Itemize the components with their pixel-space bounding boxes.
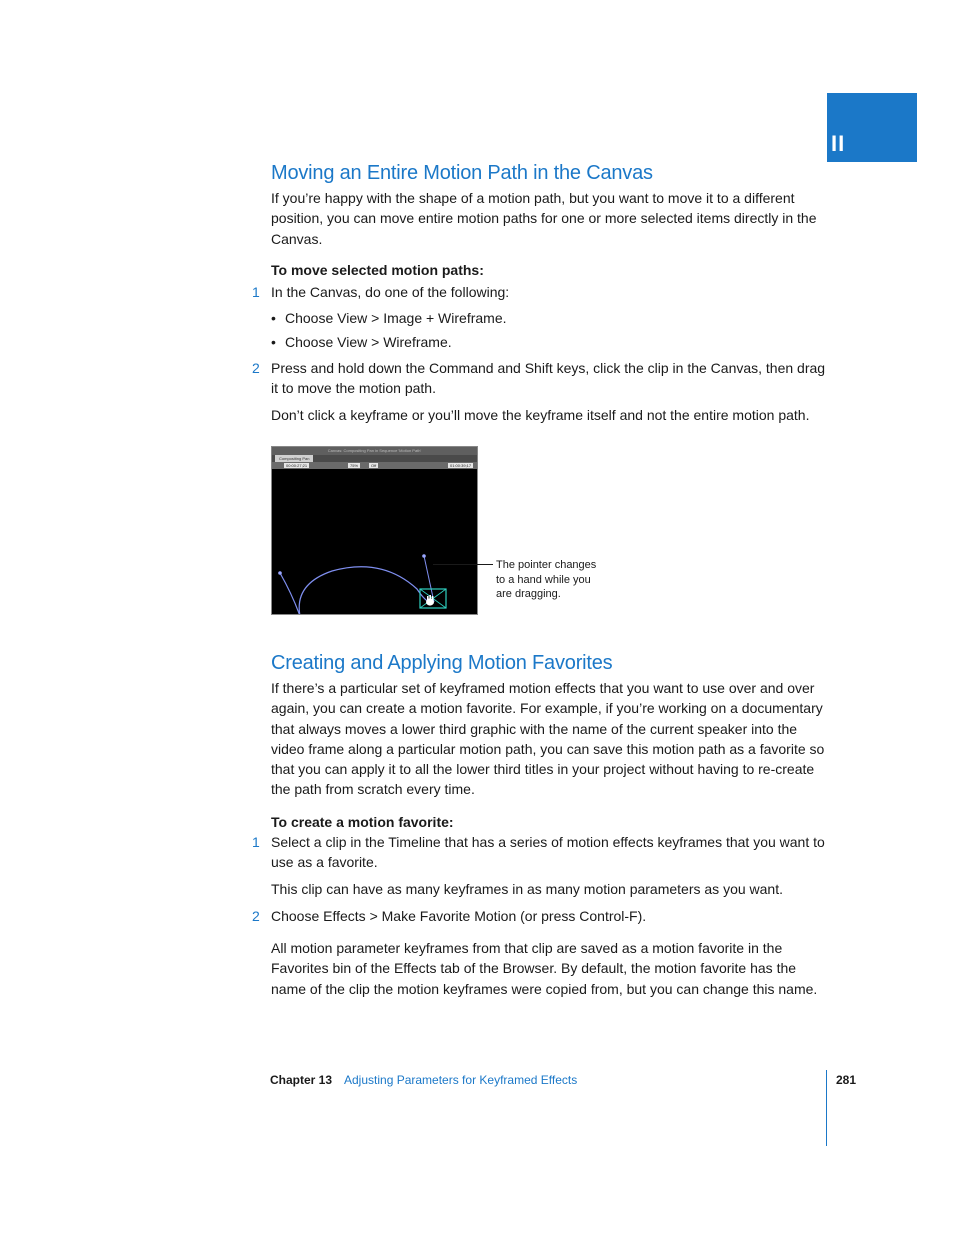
step-note: This clip can have as many keyframes in as many motion parameters as you want. [271,881,783,897]
motion-path-curve [299,567,432,615]
section-heading-motion-favorites: Creating and Applying Motion Favorites [271,652,613,674]
bullet-text: Choose View > Image + Wireframe. [285,310,507,326]
canvas-tab-bar [272,455,477,462]
section-heading-moving-motion-path: Moving an Entire Motion Path in the Canvas [271,162,653,184]
section2-intro: If there’s a particular set of keyframed motion effects that you want to use over and over again, you can create a motion favorite. For example, if you’re working on a documentary that always moves a lower third graphic with the name of the current speaker into the video frame along a particular motion path, you can save this motion path as a favorite so that you can apply it to all the lower third titles in your project without having to re-create the path from scratch every time. [271,680,825,798]
keyframe-point [278,571,282,575]
footer-chapter: Chapter 13 [270,1073,333,1087]
procedure-title-favorite: To create a motion favorite: [271,814,454,830]
keyframe-point [422,554,426,558]
footer-chapter-title: Adjusting Parameters for Keyframed Effects [344,1073,578,1087]
bullet-item: • Choose View > Wireframe. [271,334,452,350]
step-number: 1 [252,834,260,850]
canvas-screenshot [271,446,478,615]
zoom-popup: 75% [350,463,359,468]
procedure-title-move: To move selected motion paths: [271,262,484,278]
step-note: Don’t click a keyframe or you’ll move the keyframe itself and not the entire motion path. [271,407,810,423]
bullet-text: Choose View > Wireframe. [285,334,452,350]
canvas-tab: Compositing Pan [275,455,313,462]
motion-path-drawing [272,469,477,615]
section2-outro: All motion parameter keyframes from that clip are saved as a motion favorite in the Favorites bin of the Effects tab of the Browser. By default, the motion favorite has the name of the clip the motion keyframes were copied from, but you can change this name. [271,940,818,997]
footer-divider [826,1070,827,1146]
figure-callout: The pointer changes to a hand while you are dragging. [496,559,597,600]
step-number: 2 [252,360,260,376]
step-text: Select a clip in the Timeline that has a series of motion effects keyframes that you want to use as a favorite. [271,834,825,871]
view-popup: Off [371,463,377,468]
step-number: 2 [252,908,260,924]
section1-intro: If you’re happy with the shape of a motion path, but you want to move it to a different position, you can move entire motion paths for one or more selected items directly in the Canvas. [271,190,817,247]
step-number: 1 [252,284,260,300]
timecode-duration: 01:00:39;17 [450,463,472,468]
step-text: In the Canvas, do one of the following: [271,284,510,300]
bullet-item: • Choose View > Image + Wireframe. [271,310,507,326]
motion-path-segment [280,573,300,615]
step-text: Press and hold down the Command and Shift keys, click the clip in the Canvas, then drag it to move the motion path. [271,360,826,397]
timecode-current: 00:00:27;21 [286,463,308,468]
part-tab-label: II [831,131,846,156]
hand-cursor-icon [426,595,434,606]
part-tab [827,93,917,162]
canvas-window-title: Canvas: Compositing Pan in Sequence 'Motion Path' [272,447,477,455]
page-number: 281 [836,1073,857,1087]
canvas-control-bar [272,462,477,469]
callout-leader-line [433,564,493,565]
step-text: Choose Effects > Make Favorite Motion (or press Control-F). [271,908,647,924]
